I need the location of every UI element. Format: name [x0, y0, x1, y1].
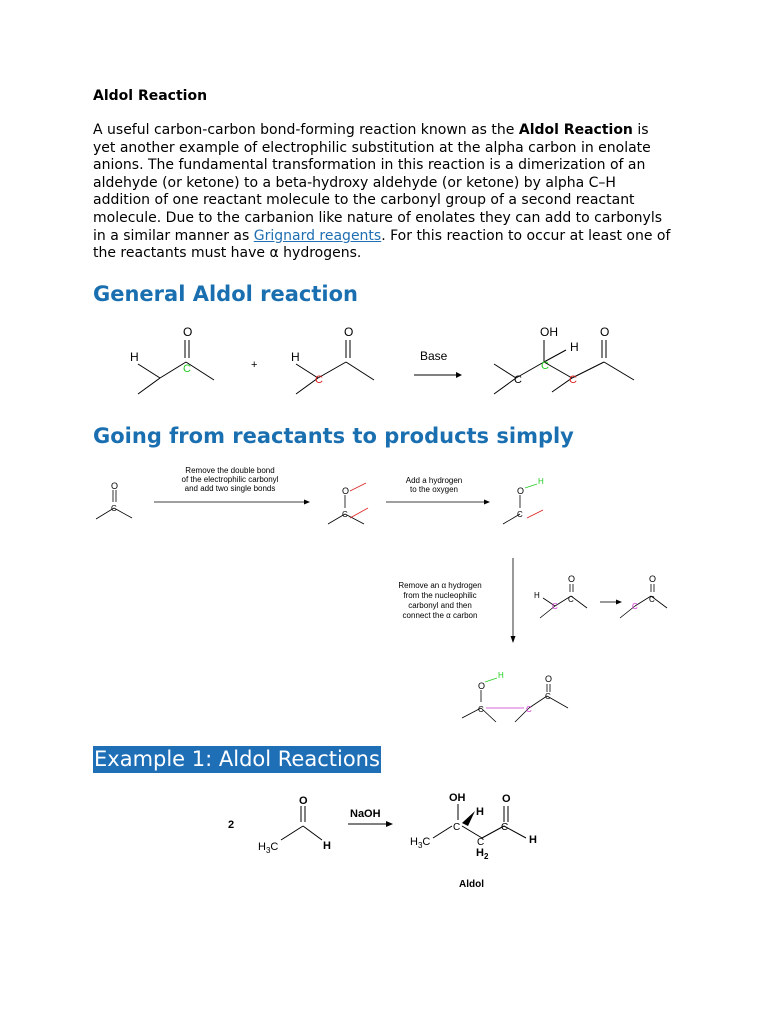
alpha-carbon-magenta: C [632, 602, 638, 611]
methyl-label: $H_3C$ [258, 841, 279, 855]
reagent-naoh: NaOH [350, 808, 381, 820]
alpha-carbon-red: C [315, 374, 323, 386]
green-h-label: H [498, 671, 504, 680]
h-label: H [529, 834, 537, 846]
c-label: C [111, 504, 117, 513]
plus-sign: + [251, 359, 258, 371]
alpha-carbon-magenta: C [552, 602, 558, 611]
h-label: H [323, 840, 331, 852]
coefficient: 2 [228, 819, 235, 831]
c-label: C [478, 705, 484, 714]
product-label-aldol: Aldol [459, 879, 484, 890]
methyl-label: $H_3C$ [410, 836, 431, 850]
step2-line2: to the oxygen [409, 485, 459, 494]
o-label: O [568, 574, 576, 584]
base-label: Base [420, 349, 448, 363]
h-label: H [534, 591, 540, 600]
ch2-label: $H_2$ [476, 847, 489, 861]
o-label: O [517, 486, 525, 496]
h-label: H [291, 350, 300, 364]
oh-label: OH [540, 325, 558, 339]
c-label: C [545, 692, 551, 701]
o-label: O [111, 481, 119, 491]
para-text-1: A useful carbon-carbon bond-forming reaction known as the [93, 122, 519, 138]
c-label: C [477, 837, 485, 848]
step3-line3: carbonyl and then [408, 601, 472, 610]
heading-general-aldol: General Aldol reaction [93, 282, 358, 306]
product-carbon-green: C [541, 360, 549, 372]
grignard-link[interactable]: Grignard reagents [253, 227, 382, 244]
step1-line1: Remove the double bond [185, 466, 275, 475]
doc-title: Aldol Reaction [93, 88, 208, 104]
step3-line1: Remove an α hydrogen [398, 581, 482, 590]
o-label: O [183, 325, 193, 339]
product-carbon-red: C [569, 374, 577, 386]
h-label: H [130, 350, 139, 364]
step3-line2: from the nucleophilic [403, 591, 477, 600]
o-label: O [344, 325, 354, 339]
alpha-carbon-green: C [183, 363, 191, 375]
c-label: C [649, 595, 655, 604]
step2-line1: Add a hydrogen [405, 476, 463, 485]
o-label: O [299, 795, 308, 807]
o-label: O [502, 793, 511, 805]
o-label: O [342, 486, 350, 496]
para-text-3: . For this reaction to occur at least one of the reactants must have α hydrogens. [93, 227, 671, 262]
c-label: C [514, 374, 522, 386]
o-label: O [478, 681, 486, 691]
c-label: C [501, 822, 509, 833]
c-label: C [568, 595, 574, 604]
h-label: H [476, 806, 484, 818]
h-label: H [570, 340, 579, 354]
para-text-2: is yet another example of electrophilic substitution at the alpha carbon in enolate anions. The fundamental transformation in this reaction is a dimerization of an aldehyde (or ketone) to a beta-hydroxy aldehyde (or ketone) by alpha C–H addition of one reactant molecule to the carbonyl group of a second reactant molecule. Due to the carbanion like nature of enolates they can add to carbonyls in a similar manner as [93, 122, 663, 244]
o-label: O [545, 674, 553, 684]
step1-line2: of the electrophilic carbonyl [181, 475, 279, 484]
oh-label: OH [449, 792, 466, 804]
heading-reactants-to-products: Going from reactants to products simply [93, 424, 574, 448]
c-label: C [453, 822, 461, 833]
para-bold-term: Aldol Reaction [518, 122, 633, 138]
o-label: O [649, 574, 657, 584]
green-h-label: H [538, 477, 544, 486]
step1-line3: and add two single bonds [184, 484, 276, 493]
o-label: O [600, 325, 610, 339]
c-label: C [517, 510, 523, 519]
c-label: C [342, 510, 348, 519]
heading-example-1: Example 1: Aldol Reactions [94, 747, 380, 771]
alpha-carbon-magenta: C [526, 705, 532, 714]
step3-line4: connect the α carbon [402, 611, 478, 620]
